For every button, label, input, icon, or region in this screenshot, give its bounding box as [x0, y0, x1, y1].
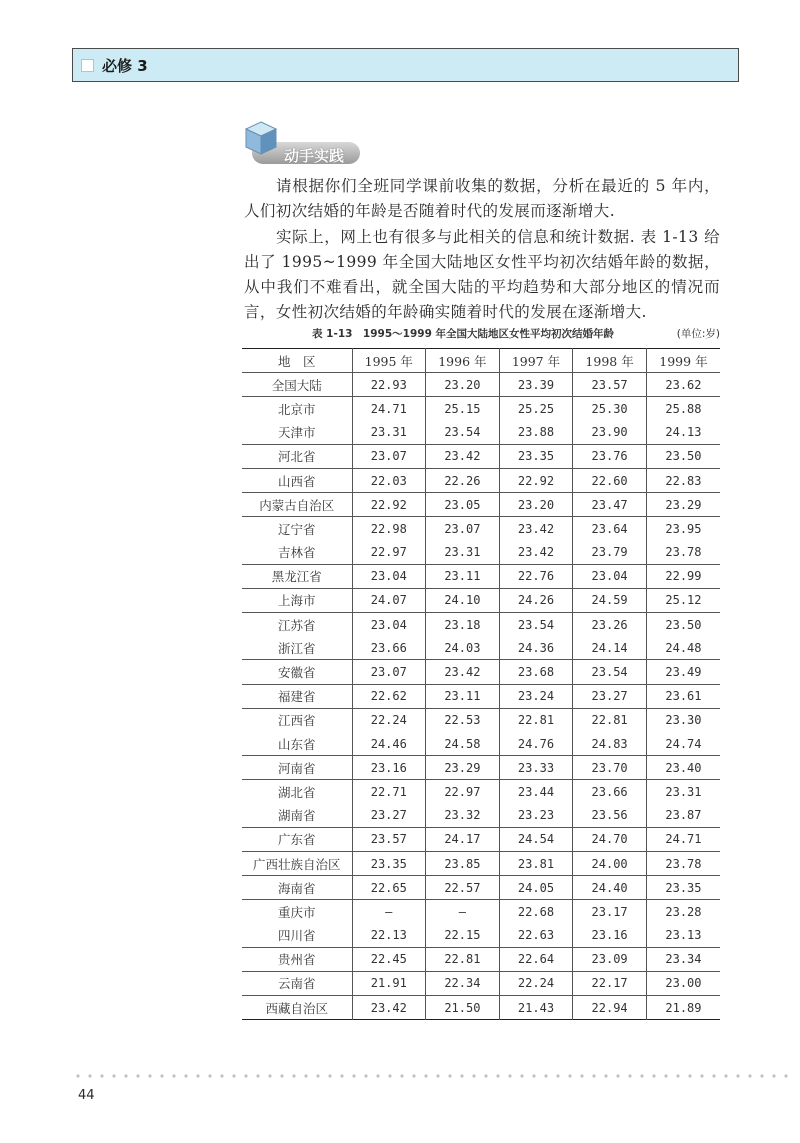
table-row: [242, 900, 720, 924]
region-cell: 山西省: [242, 468, 352, 492]
value-cell: —: [352, 900, 426, 924]
header-square-icon: [81, 59, 94, 72]
region-cell: 上海市: [242, 588, 352, 612]
value-cell: 23.00: [646, 971, 720, 995]
value-cell: 23.31: [646, 780, 720, 804]
value-cell: 24.03: [426, 636, 500, 660]
value-cell: 24.07: [352, 588, 426, 612]
value-cell: 22.34: [426, 971, 500, 995]
value-cell: 23.32: [426, 804, 500, 828]
table-row: [242, 804, 720, 828]
value-cell: 23.11: [426, 684, 500, 708]
value-cell: 24.74: [646, 732, 720, 756]
value-cell: 25.12: [646, 588, 720, 612]
table-row: [242, 996, 720, 1020]
table-body: [242, 373, 720, 1020]
value-cell: 22.15: [426, 924, 500, 948]
value-cell: 24.26: [499, 588, 573, 612]
value-cell: 22.62: [352, 684, 426, 708]
value-cell: 23.24: [499, 684, 573, 708]
column-header-1998: 1998 年: [573, 349, 647, 373]
value-cell: 21.43: [499, 996, 573, 1020]
value-cell: 24.48: [646, 636, 720, 660]
value-cell: 21.50: [426, 996, 500, 1020]
table-row: [242, 732, 720, 756]
value-cell: 23.23: [499, 804, 573, 828]
table-row: [242, 517, 720, 541]
value-cell: 23.34: [646, 947, 720, 971]
value-cell: 23.95: [646, 517, 720, 541]
cube-icon: [244, 120, 278, 156]
value-cell: 22.98: [352, 517, 426, 541]
value-cell: 22.24: [352, 708, 426, 732]
table-row: [242, 613, 720, 637]
value-cell: 23.13: [646, 924, 720, 948]
table-row: [242, 947, 720, 971]
region-cell: 山东省: [277, 736, 316, 752]
table-row: [242, 780, 720, 804]
region-cell: 江西省: [242, 708, 352, 732]
value-cell: 23.78: [646, 541, 720, 565]
value-cell: 23.30: [646, 708, 720, 732]
value-cell: 24.71: [646, 827, 720, 851]
value-cell: 22.03: [352, 468, 426, 492]
value-cell: 23.42: [426, 444, 500, 468]
value-cell: 23.35: [352, 851, 426, 875]
value-cell: 23.35: [499, 444, 573, 468]
value-cell: 23.35: [646, 876, 720, 900]
column-header-1997: 1997 年: [499, 349, 573, 373]
value-cell: 23.29: [646, 493, 720, 517]
value-cell: 22.26: [426, 468, 500, 492]
region-cell: 天津市: [277, 425, 316, 441]
value-cell: 25.30: [573, 397, 647, 421]
value-cell: 23.26: [573, 613, 647, 637]
marriage-age-table: [242, 348, 720, 1020]
value-cell: 23.16: [573, 924, 647, 948]
value-cell: 22.24: [499, 971, 573, 995]
value-cell: 23.66: [352, 636, 426, 660]
header-title: 必修 3: [102, 56, 148, 75]
value-cell: 22.81: [499, 708, 573, 732]
value-cell: 23.42: [499, 541, 573, 565]
value-cell: 23.29: [426, 756, 500, 780]
table-row: [242, 397, 720, 421]
value-cell: 24.70: [573, 827, 647, 851]
table-row: [242, 636, 720, 660]
value-cell: 22.71: [352, 780, 426, 804]
region-cell: 重庆市: [242, 900, 352, 924]
value-cell: 23.68: [499, 660, 573, 684]
region-cell: 湖南省: [277, 808, 316, 824]
table-row: [242, 876, 720, 900]
value-cell: 23.78: [646, 851, 720, 875]
value-cell: 24.14: [573, 636, 647, 660]
value-cell: 23.04: [352, 613, 426, 637]
value-cell: 23.07: [352, 444, 426, 468]
value-cell: 24.05: [499, 876, 573, 900]
value-cell: 23.44: [499, 780, 573, 804]
value-cell: 23.47: [573, 493, 647, 517]
table-row: [242, 971, 720, 995]
column-header-1995: 1995 年: [352, 349, 426, 373]
table-row: [242, 468, 720, 492]
value-cell: 23.81: [499, 851, 573, 875]
value-cell: 23.88: [499, 421, 573, 445]
value-cell: 24.83: [573, 732, 647, 756]
region-cell: 安徽省: [242, 660, 352, 684]
value-cell: 22.99: [646, 564, 720, 588]
value-cell: 22.92: [499, 468, 573, 492]
region-cell: 贵州省: [242, 947, 352, 971]
region-cell: 广东省: [242, 827, 352, 851]
region-cell: 福建省: [242, 684, 352, 708]
value-cell: 22.93: [352, 373, 426, 397]
region-cell: 海南省: [242, 876, 352, 900]
table-row: [242, 756, 720, 780]
value-cell: 25.15: [426, 397, 500, 421]
page-header-bar: [72, 48, 739, 82]
value-cell: 22.97: [352, 541, 426, 565]
column-header-region: 地 区: [277, 353, 316, 369]
value-cell: —: [426, 900, 500, 924]
value-cell: 22.53: [426, 708, 500, 732]
table-row: [242, 541, 720, 565]
region-cell: 四川省: [277, 928, 316, 944]
table-row: [242, 373, 720, 397]
table-row: [242, 421, 720, 445]
paragraph-2: 实际上，网上也有很多与此相关的信息和统计数据. 表 1-13 给出了 1995~1999 年全国大陆地区女性平均初次结婚年龄的数据，从中我们不难看出，就全国大陆的平均趋势和大部分地区的情况而言，女性初次结婚的年龄确实随着时代的发展在逐渐增大.: [244, 228, 720, 321]
region-cell: 浙江省: [277, 640, 316, 656]
region-cell: 河南省: [242, 756, 352, 780]
value-cell: 23.54: [499, 613, 573, 637]
value-cell: 23.31: [352, 421, 426, 445]
section-label: 动手实践: [284, 147, 345, 165]
value-cell: 23.20: [499, 493, 573, 517]
region-cell: 湖北省: [242, 780, 352, 804]
value-cell: 22.13: [352, 924, 426, 948]
table-row: [242, 564, 720, 588]
value-cell: 22.17: [573, 971, 647, 995]
value-cell: 23.28: [646, 900, 720, 924]
region-cell: 吉林省: [277, 545, 316, 561]
value-cell: 24.46: [352, 732, 426, 756]
value-cell: 24.10: [426, 588, 500, 612]
table-row: [242, 708, 720, 732]
region-cell: 内蒙古自治区: [242, 493, 352, 517]
region-cell: 辽宁省: [242, 517, 352, 541]
value-cell: 23.18: [426, 613, 500, 637]
value-cell: 22.94: [573, 996, 647, 1020]
value-cell: 24.71: [352, 397, 426, 421]
table-row: [242, 493, 720, 517]
value-cell: 23.50: [646, 444, 720, 468]
table-caption-title: 表 1-13 1995～1999 年全国大陆地区女性平均初次结婚年龄: [312, 328, 615, 340]
value-cell: 25.88: [646, 397, 720, 421]
region-cell: 北京市: [242, 397, 352, 421]
value-cell: 25.25: [499, 397, 573, 421]
value-cell: 24.58: [426, 732, 500, 756]
value-cell: 23.76: [573, 444, 647, 468]
value-cell: 23.07: [426, 517, 500, 541]
value-cell: 22.92: [352, 493, 426, 517]
value-cell: 23.16: [352, 756, 426, 780]
value-cell: 22.68: [499, 900, 573, 924]
value-cell: 23.04: [573, 564, 647, 588]
table-caption-unit: (单位:岁): [676, 328, 720, 340]
value-cell: 24.17: [426, 827, 500, 851]
value-cell: 23.87: [646, 804, 720, 828]
value-cell: 23.70: [573, 756, 647, 780]
table-row: [242, 851, 720, 875]
value-cell: 22.83: [646, 468, 720, 492]
region-cell: 河北省: [242, 444, 352, 468]
value-cell: 23.62: [646, 373, 720, 397]
value-cell: 22.64: [499, 947, 573, 971]
value-cell: 23.07: [352, 660, 426, 684]
value-cell: 23.33: [499, 756, 573, 780]
value-cell: 23.05: [426, 493, 500, 517]
value-cell: 23.64: [573, 517, 647, 541]
table-row: [242, 444, 720, 468]
value-cell: 23.54: [573, 660, 647, 684]
value-cell: 23.50: [646, 613, 720, 637]
value-cell: 23.40: [646, 756, 720, 780]
region-cell: 黑龙江省: [242, 564, 352, 588]
value-cell: 22.97: [426, 780, 500, 804]
value-cell: 24.36: [499, 636, 573, 660]
table-header-row: [242, 349, 720, 373]
region-cell: 西藏自治区: [242, 996, 352, 1020]
value-cell: 23.09: [573, 947, 647, 971]
region-cell: 云南省: [242, 971, 352, 995]
value-cell: 22.76: [499, 564, 573, 588]
value-cell: 22.63: [499, 924, 573, 948]
value-cell: 23.54: [426, 421, 500, 445]
value-cell: 24.54: [499, 827, 573, 851]
value-cell: 23.04: [352, 564, 426, 588]
column-header-1999: 1999 年: [646, 349, 720, 373]
value-cell: 23.17: [573, 900, 647, 924]
value-cell: 23.31: [426, 541, 500, 565]
table-row: [242, 588, 720, 612]
value-cell: 23.57: [573, 373, 647, 397]
value-cell: 23.90: [573, 421, 647, 445]
value-cell: 23.27: [573, 684, 647, 708]
value-cell: 23.61: [646, 684, 720, 708]
value-cell: 23.20: [426, 373, 500, 397]
value-cell: 22.81: [426, 947, 500, 971]
value-cell: 24.59: [573, 588, 647, 612]
value-cell: 22.60: [573, 468, 647, 492]
value-cell: 24.76: [499, 732, 573, 756]
table-row: [242, 684, 720, 708]
region-cell: 广西壮族自治区: [242, 851, 352, 875]
table-row: [242, 827, 720, 851]
value-cell: 23.42: [352, 996, 426, 1020]
value-cell: 23.27: [352, 804, 426, 828]
page-number: 44: [78, 1088, 95, 1103]
value-cell: 24.00: [573, 851, 647, 875]
value-cell: 21.91: [352, 971, 426, 995]
value-cell: 23.56: [573, 804, 647, 828]
table-row: [242, 924, 720, 948]
paragraph-1: 请根据你们全班同学课前收集的数据，分析在最近的 5 年内，人们初次结婚的年龄是否随着时代的发展而逐渐增大.: [244, 177, 720, 220]
footer-dotted-rule: [72, 1074, 796, 1078]
value-cell: 21.89: [646, 996, 720, 1020]
region-cell: 全国大陆: [271, 377, 322, 393]
value-cell: 24.40: [573, 876, 647, 900]
value-cell: 23.39: [499, 373, 573, 397]
value-cell: 22.45: [352, 947, 426, 971]
column-header-1996: 1996 年: [426, 349, 500, 373]
value-cell: 23.66: [573, 780, 647, 804]
value-cell: 23.79: [573, 541, 647, 565]
region-cell: 江苏省: [242, 613, 352, 637]
value-cell: 23.57: [352, 827, 426, 851]
section-badge: [244, 116, 364, 166]
value-cell: 23.11: [426, 564, 500, 588]
table-row: [242, 660, 720, 684]
value-cell: 23.49: [646, 660, 720, 684]
value-cell: 23.42: [499, 517, 573, 541]
value-cell: 24.13: [646, 421, 720, 445]
value-cell: 23.85: [426, 851, 500, 875]
value-cell: 23.42: [426, 660, 500, 684]
value-cell: 22.81: [573, 708, 647, 732]
value-cell: 22.65: [352, 876, 426, 900]
value-cell: 22.57: [426, 876, 500, 900]
